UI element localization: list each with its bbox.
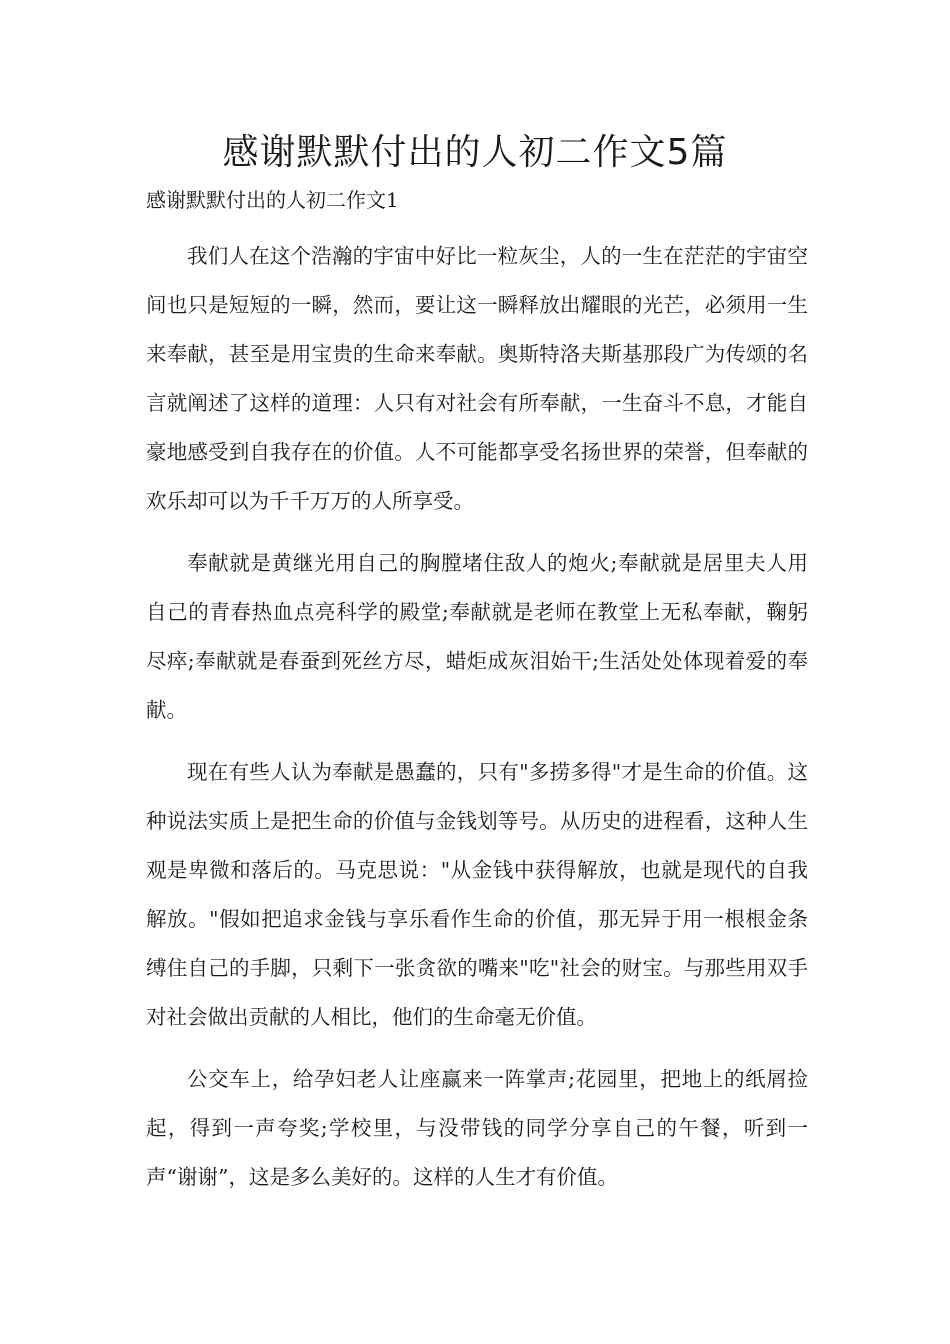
paragraph-1: 我们人在这个浩瀚的宇宙中好比一粒灰尘，人的一生在茫茫的宇宙空间也只是短短的一瞬，然而，要让这一瞬释放出耀眼的光芒，必须用一生来奉献，甚至是用宝贵的生命来奉献。奥斯特洛夫斯基那段广为传颂的名言就阐述了这样的道理：人只有对社会有所奉献，一生奋斗不息，才能自豪地感受到自我存在的价值。人不可能都享受名扬世界的荣誉，但奉献的欢乐却可以为千千万万的人所享受。 [146, 244, 808, 513]
paragraph-3: 现在有些人认为奉献是愚蠢的，只有"多捞多得"才是生命的价值。这种说法实质上是把生命的价值与金钱划等号。从历史的进程看，这种人生观是卑微和落后的。马克思说："从金钱中获得解放，也就是现代的自我解放。"假如把追求金钱与享乐看作生命的价值，那无异于用一根根金条缚住自己的手脚，只剩下一张贪欲的嘴来"吃"社会的财宝。与那些用双手对社会做出贡献的人相比，他们的生命毫无价值。 [146, 760, 808, 1029]
document-body [146, 232, 808, 1215]
paragraph-4: 公交车上，给孕妇老人让座赢来一阵掌声;花园里，把地上的纸屑捡起，得到一声夸奖;学校里，与没带钱的同学分享自己的午餐，听到一声“谢谢”，这是多么美好的。这样的人生才有价值。 [146, 1067, 808, 1189]
paragraph-2: 奉献就是黄继光用自己的胸膛堵住敌人的炮火;奉献就是居里夫人用自己的青春热血点亮科学的殿堂;奉献就是老师在教堂上无私奉献，鞠躬尽瘁;奉献就是春蚕到死丝方尽，蜡炬成灰泪始干;生活处处体现着爱的奉献。 [146, 551, 808, 722]
document-title: 感谢默默付出的人初二作文5篇 [222, 132, 728, 173]
section-heading: 感谢默默付出的人初二作文1 [146, 188, 399, 212]
